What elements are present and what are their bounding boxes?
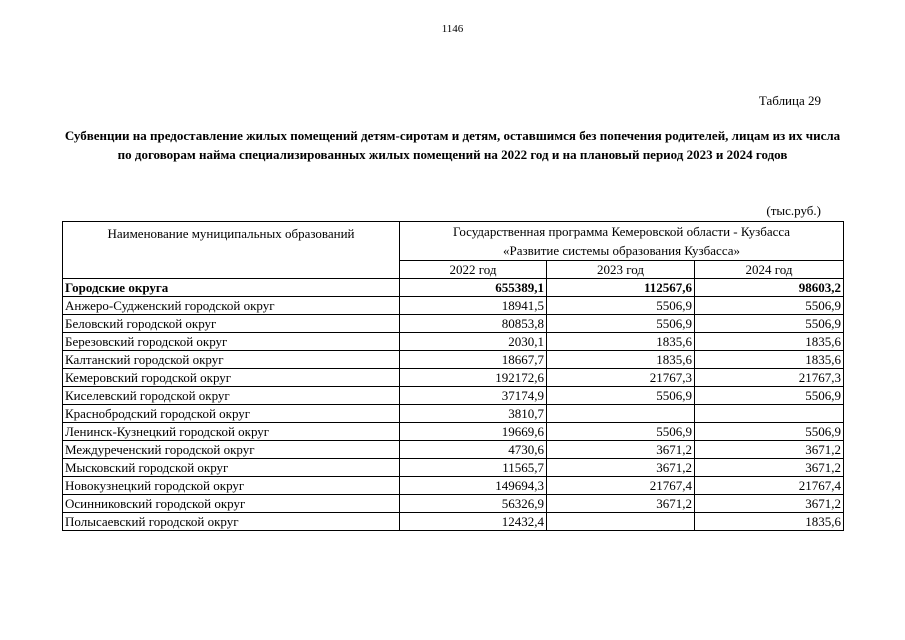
value-2024-cell: 1835,6	[695, 351, 844, 369]
header-program	[400, 222, 844, 261]
table-row	[63, 369, 844, 387]
subsidy-table	[62, 221, 844, 531]
value-2023-cell: 5506,9	[547, 297, 695, 315]
table-row	[63, 351, 844, 369]
table-row	[63, 441, 844, 459]
value-2024-cell: 3671,2	[695, 459, 844, 477]
header-program-line2: «Развитие системы образования Кузбасса»	[502, 243, 741, 258]
value-2024-cell	[695, 405, 844, 423]
value-2023-cell	[547, 405, 695, 423]
value-2024-cell: 98603,2	[695, 279, 844, 297]
value-2024-cell: 1835,6	[695, 513, 844, 531]
header-program-line1: Государственная программа Кемеровской области - Кузбасса	[452, 224, 791, 239]
header-year-2023: 2023 год	[547, 261, 695, 279]
table-row	[63, 495, 844, 513]
header-year-2022: 2022 год	[400, 261, 547, 279]
value-2024-cell: 1835,6	[695, 333, 844, 351]
value-2024-cell: 3671,2	[695, 441, 844, 459]
document-title: Субвенции на предоставление жилых помещений детям-сиротам и детям, оставшимся без попечения родителей, лицам из их числа по договорам найма специализированных жилых помещений на 2022 год и на плановый период 2023 и 2024 годов	[64, 128, 841, 162]
value-2024-cell: 3671,2	[695, 495, 844, 513]
value-2022-cell: 37174,9	[400, 387, 547, 405]
municipality-cell: Мысковский городской округ	[63, 459, 400, 477]
table-row	[63, 423, 844, 441]
value-2022-cell: 192172,6	[400, 369, 547, 387]
page-number: 1146	[441, 23, 464, 35]
value-2023-cell: 5506,9	[547, 315, 695, 333]
value-2022-cell: 3810,7	[400, 405, 547, 423]
municipality-cell: Киселевский городской округ	[63, 387, 400, 405]
header-municipality: Наименование муниципальных образований	[63, 222, 400, 279]
value-2022-cell: 19669,6	[400, 423, 547, 441]
value-2022-cell: 18667,7	[400, 351, 547, 369]
value-2023-cell: 1835,6	[547, 333, 695, 351]
value-2022-cell: 18941,5	[400, 297, 547, 315]
municipality-cell: Полысаевский городской округ	[63, 513, 400, 531]
value-2022-cell: 4730,6	[400, 441, 547, 459]
value-2024-cell: 5506,9	[695, 423, 844, 441]
table-header-row	[63, 222, 844, 261]
municipality-cell: Беловский городской округ	[63, 315, 400, 333]
table-row	[63, 333, 844, 351]
value-2023-cell: 1835,6	[547, 351, 695, 369]
municipality-cell: Анжеро-Судженский городской округ	[63, 297, 400, 315]
value-2024-cell: 21767,4	[695, 477, 844, 495]
table-row	[63, 315, 844, 333]
value-2023-cell: 3671,2	[547, 495, 695, 513]
header-year-2024: 2024 год	[695, 261, 844, 279]
municipality-cell: Новокузнецкий городской округ	[63, 477, 400, 495]
table-row	[63, 297, 844, 315]
table-caption: Таблица 29	[758, 93, 821, 108]
municipality-cell: Ленинск-Кузнецкий городской округ	[63, 423, 400, 441]
value-2022-cell: 56326,9	[400, 495, 547, 513]
value-2024-cell: 21767,3	[695, 369, 844, 387]
table-row	[63, 279, 844, 297]
value-2022-cell: 655389,1	[400, 279, 547, 297]
value-2023-cell: 112567,6	[547, 279, 695, 297]
value-2023-cell: 3671,2	[547, 441, 695, 459]
municipality-cell: Городские округа	[63, 279, 400, 297]
municipality-cell: Междуреченский городской округ	[63, 441, 400, 459]
table-row	[63, 405, 844, 423]
value-2023-cell: 21767,3	[547, 369, 695, 387]
municipality-cell: Краснобродский городской округ	[63, 405, 400, 423]
value-2022-cell: 2030,1	[400, 333, 547, 351]
value-2022-cell: 11565,7	[400, 459, 547, 477]
units-label: (тыс.руб.)	[766, 203, 821, 218]
table-row	[63, 513, 844, 531]
municipality-cell: Березовский городской округ	[63, 333, 400, 351]
value-2022-cell: 12432,4	[400, 513, 547, 531]
value-2022-cell: 80853,8	[400, 315, 547, 333]
table-row	[63, 387, 844, 405]
value-2024-cell: 5506,9	[695, 315, 844, 333]
table-row	[63, 459, 844, 477]
value-2022-cell: 149694,3	[400, 477, 547, 495]
municipality-cell: Осинниковский городской округ	[63, 495, 400, 513]
value-2023-cell: 5506,9	[547, 423, 695, 441]
value-2023-cell	[547, 513, 695, 531]
municipality-cell: Кемеровский городской округ	[63, 369, 400, 387]
value-2024-cell: 5506,9	[695, 387, 844, 405]
table-row	[63, 477, 844, 495]
value-2023-cell: 3671,2	[547, 459, 695, 477]
value-2023-cell: 21767,4	[547, 477, 695, 495]
value-2024-cell: 5506,9	[695, 297, 844, 315]
value-2023-cell: 5506,9	[547, 387, 695, 405]
table-body	[63, 279, 844, 531]
municipality-cell: Калтанский городской округ	[63, 351, 400, 369]
